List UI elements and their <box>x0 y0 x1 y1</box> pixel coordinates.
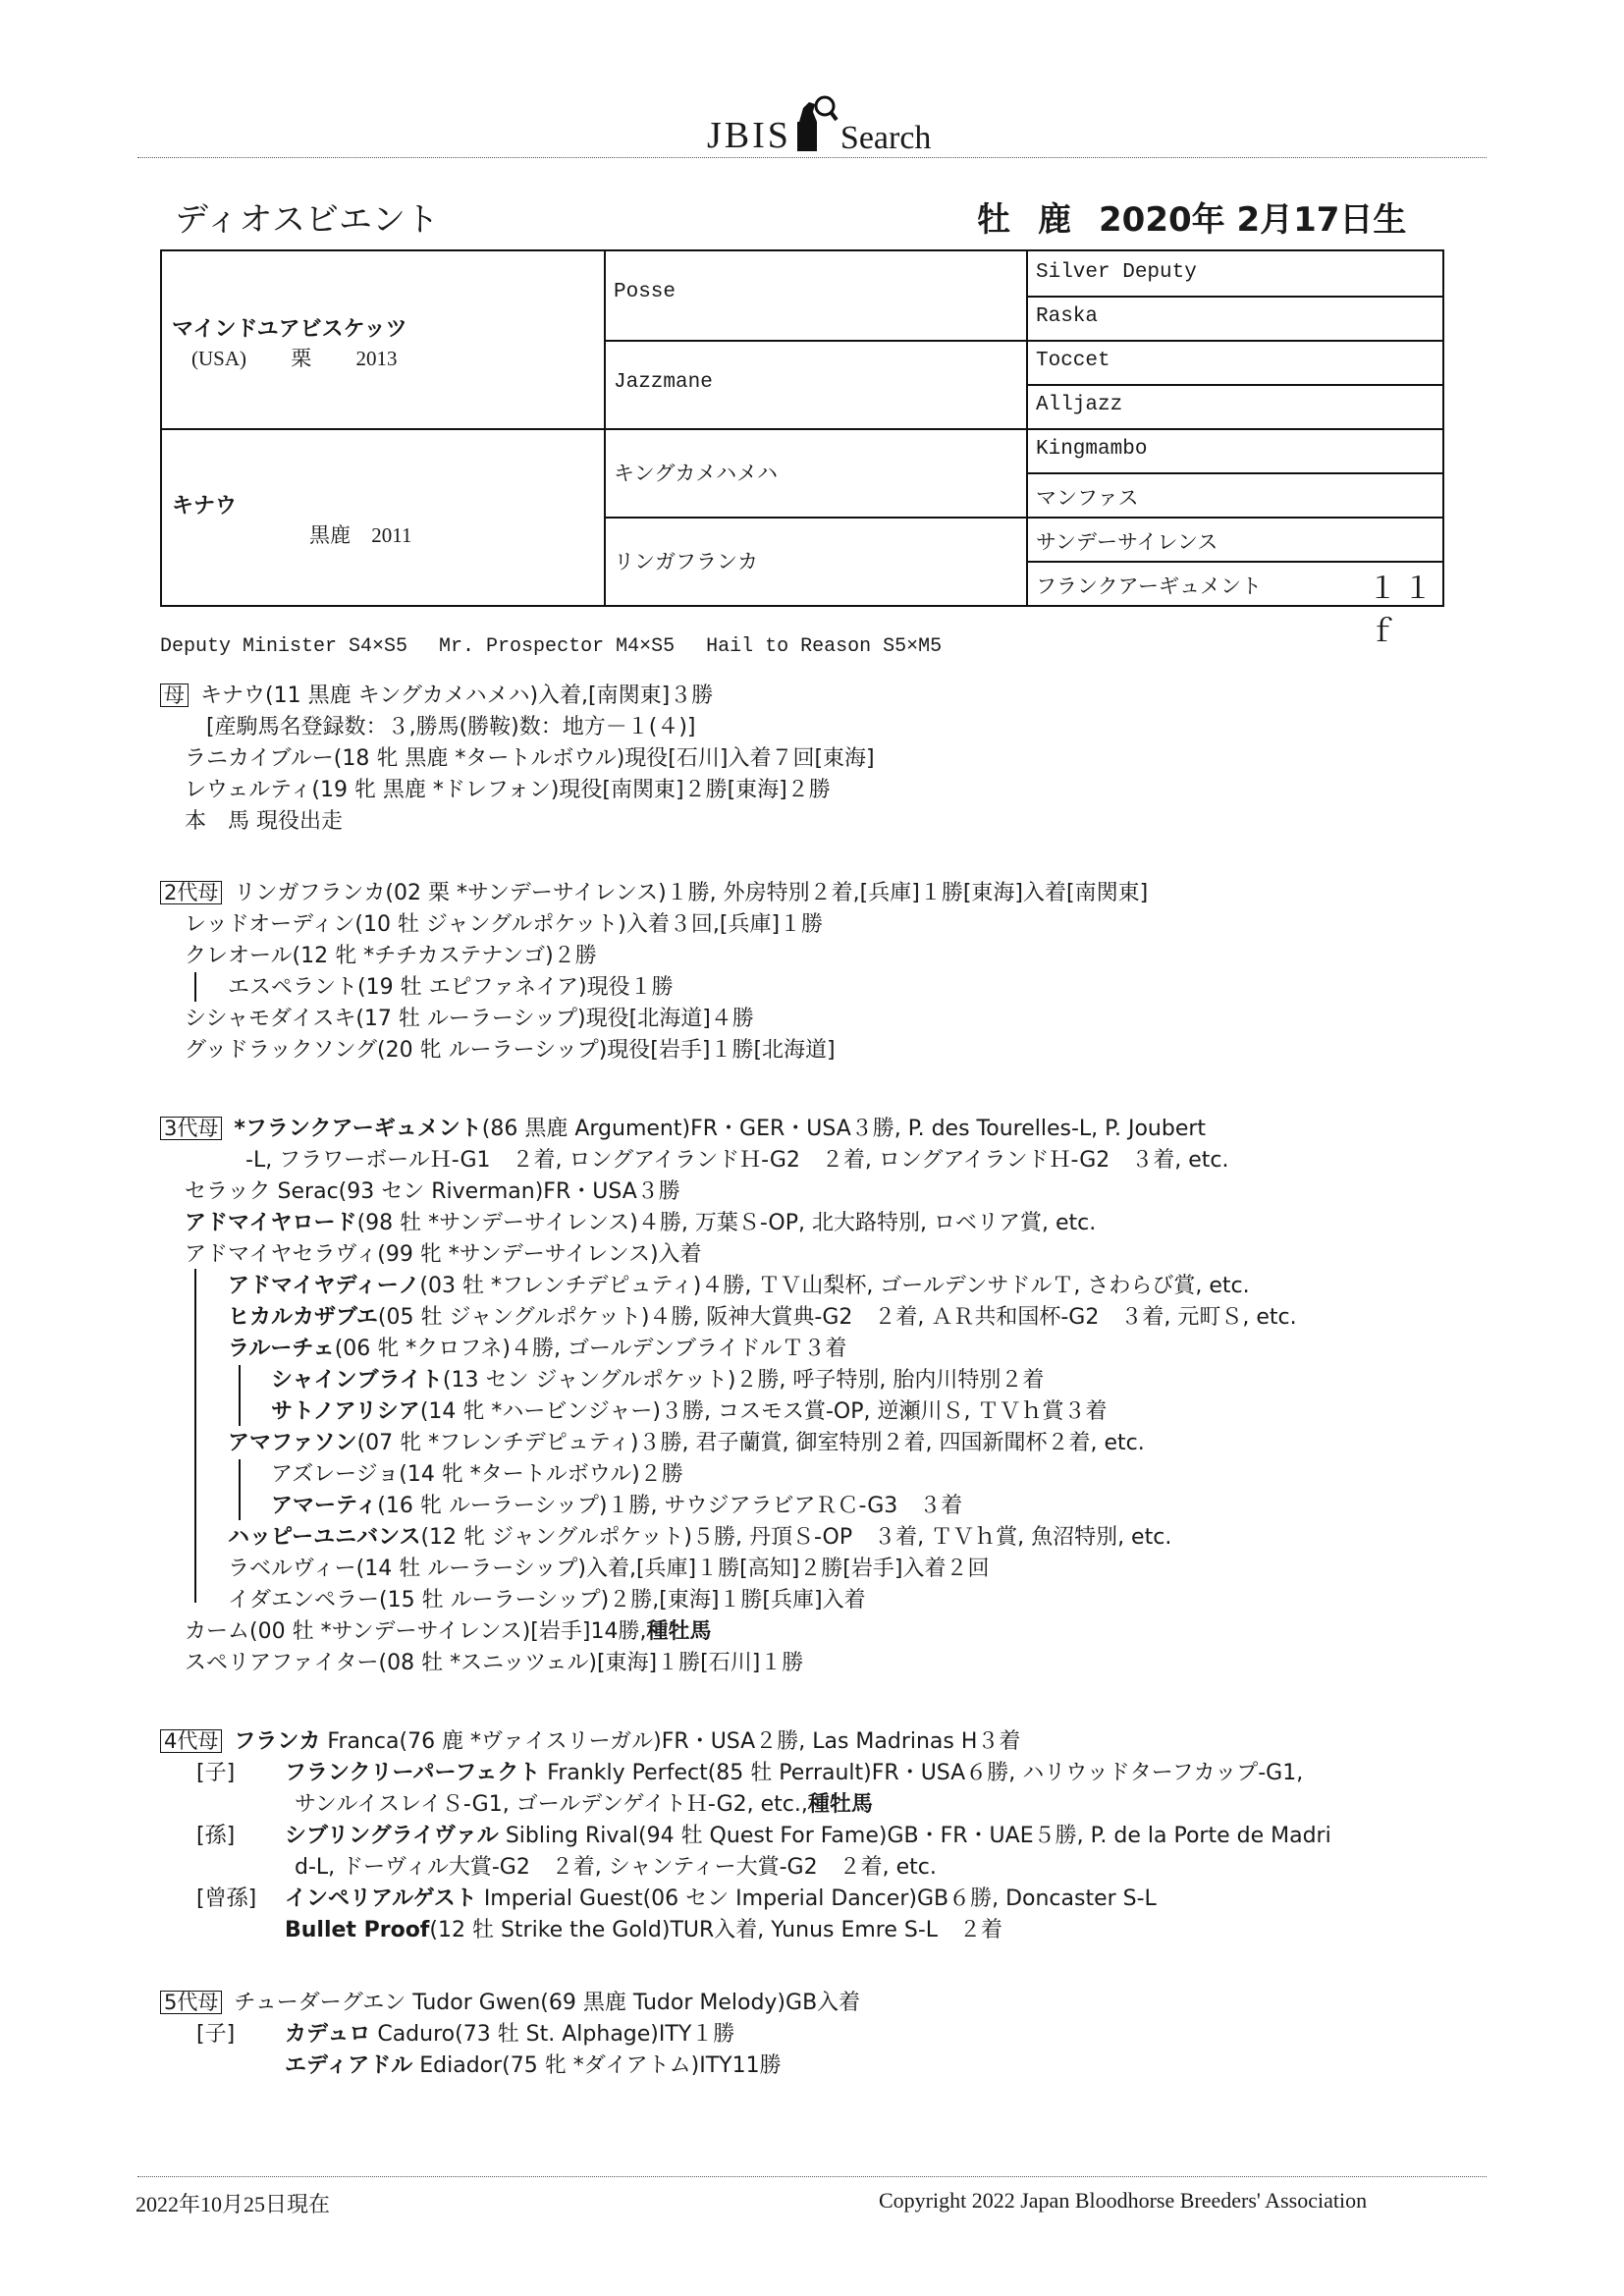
gen3-4: Alljazz <box>1036 394 1123 416</box>
list-item: アマファソン(07 牝 *フレンチデピュティ)３勝, 君子蘭賞, 御室特別２着, 四国新聞杯２着, etc. <box>228 1431 1145 1455</box>
gen3-2: Raska <box>1036 305 1099 328</box>
dam-stats: [産駒馬名登録数：３,勝馬(勝鞍)数：地方－１(４)] <box>206 715 696 739</box>
list-item: -L, フラワーボールＨ-G1 ２着, ロングアイランドＨ-G2 ２着, ロングアイランドＨ-G2 ３着, etc. <box>245 1148 1229 1173</box>
list-item: ラニカイブルー(18 牝 黒鹿 *タートルボウル)現役[石川]入着７回[東海] <box>185 746 875 771</box>
list-item: シシャモダイスキ(17 牡 ルーラーシップ)現役[北海道]４勝 <box>185 1007 754 1031</box>
section-tag-dam: 母 <box>160 683 189 707</box>
list-item: ハッピーユニバンス(12 牝 ジャングルポケット)５勝, 丹頂Ｓ-OP ３着, ＴＶｈ賞, 魚沼特別, etc. <box>228 1525 1172 1550</box>
list-item: サンルイスレイＳ-G1, ゴールデンゲイトＨ-G2, etc.,種牡馬 <box>295 1792 873 1817</box>
gen3-3: Toccet <box>1036 350 1110 372</box>
logo-text-search: Search <box>839 120 932 156</box>
gen3-6: マンファス <box>1036 489 1139 512</box>
header-rule <box>137 157 1487 158</box>
list-item: エディアドル Ediador(75 牝 *ダイアトム)ITY11勝 <box>285 2053 782 2078</box>
inbreeding-line: Deputy Minister S4×S5 Mr. Prospector M4×S5 Hail to Reason S5×M5 <box>160 635 943 658</box>
list-item: d-L, ドーヴィル大賞-G2 ２着, シャンティー大賞-G2 ２着, etc. <box>295 1855 937 1880</box>
list-item: シャインブライト(13 セン ジャングルポケット)２勝, 呼子特別, 胎内川特別２着 <box>271 1368 1045 1393</box>
sire-color: 栗 <box>291 347 312 370</box>
tree-connector <box>194 1269 196 1603</box>
tree-connector <box>194 972 196 1002</box>
sire-year: 2013 <box>355 347 398 370</box>
list-item: アドマイヤセラヴィ(99 牝 *サンデーサイレンス)入着 <box>185 1242 702 1267</box>
list-item: エスペラント(19 牡 エピファネイア)現役１勝 <box>228 975 674 1000</box>
section-tag-3rd-dam: 3代母 <box>160 1117 222 1140</box>
list-item: レッドオーディン(10 牡 ジャングルポケット)入着３回,[兵庫]１勝 <box>185 912 824 937</box>
list-item: [子] カデュロ Caduro(73 牡 St. Alphage)ITY１勝 <box>196 2022 735 2047</box>
list-item: グッドラックソング(20 牝 ルーラーシップ)現役[岩手]１勝[北海道] <box>185 1038 836 1063</box>
fifth-dam-line: 5代母 チューダーグエン Tudor Gwen(69 黒鹿 Tudor Melody)GB入着 <box>160 1990 860 2017</box>
tree-connector <box>239 1365 241 1426</box>
sire-origin: (USA) <box>191 347 246 370</box>
sire-cell <box>172 312 407 372</box>
dam-color: 黒鹿 <box>309 523 351 547</box>
dam-cell <box>172 489 411 549</box>
section-tag-4th-dam: 4代母 <box>160 1729 222 1753</box>
horse-color: 鹿 <box>1038 200 1071 240</box>
list-item: スペリアファイター(08 牡 *スニッツェル)[東海]１勝[石川]１勝 <box>185 1651 804 1675</box>
tree-connector <box>239 1459 241 1520</box>
list-item: アドマイヤロード(98 牡 *サンデーサイレンス)４勝, 万葉Ｓ-OP, 北大路特別, ロベリア賞, etc. <box>185 1211 1097 1235</box>
horse-magnifier-icon <box>793 92 839 153</box>
list-item: イダエンペラー(15 牡 ルーラーシップ)２勝,[東海]１勝[兵庫]入着 <box>228 1588 866 1613</box>
section-tag-5th-dam: 5代母 <box>160 1991 222 2014</box>
horse-sex: 牡 <box>977 200 1010 240</box>
list-item: アズレージョ(14 牝 *タートルボウル)２勝 <box>271 1462 683 1487</box>
horse-name: ディオスビエント <box>175 200 439 240</box>
dam-name: キナウ <box>172 494 238 519</box>
third-dam-line: 3代母 *フランクアーギュメント(86 黒鹿 Argument)FR・GER・USA３勝, P. des Tourelles-L, P. Joubert <box>160 1116 1206 1143</box>
list-item: サトノアリシア(14 牝 *ハービンジャー)３勝, コスモス賞-OP, 逆瀬川Ｓ, ＴＶｈ賞３着 <box>271 1399 1108 1424</box>
list-item: アマーティ(16 牝 ルーラーシップ)１勝, サウジアラビアＲＣ-G3 ３着 <box>271 1494 963 1518</box>
family-number: １１ｆ <box>1368 573 1438 648</box>
gen3-1: Silver Deputy <box>1036 261 1197 284</box>
list-item: ラベルヴィー(14 牡 ルーラーシップ)入着,[兵庫]１勝[高知]２勝[岩手]入着２回 <box>228 1557 990 1581</box>
horse-birth: 2020年 2月17日生 <box>1099 200 1407 240</box>
as-of-date: 2022年10月25日現在 <box>135 2192 331 2216</box>
list-item: 本 馬 現役出走 <box>185 809 343 834</box>
list-item: クレオール(12 牝 *チチカステナンゴ)２勝 <box>185 944 597 968</box>
fourth-dam-line: 4代母 フランカ Franca(76 鹿 *ヴァイスリーガル)FR・USA２勝, Las Madrinas H３着 <box>160 1728 1020 1756</box>
gen2-sire-dam: Jazzmane <box>614 371 713 394</box>
dam-line: 母 キナウ(11 黒鹿 キングカメハメハ)入着,[南関東]３勝 <box>160 683 713 710</box>
logo-text-jbis: JBIS <box>707 115 791 156</box>
list-item: アドマイヤディーノ(03 牡 *フレンチデピュティ)４勝, ＴＶ山梨杯, ゴールデンサドルＴ, さわらび賞, etc. <box>228 1274 1250 1298</box>
list-item: [曾孫] インペリアルゲスト Imperial Guest(06 セン Imperial Dancer)GB６勝, Doncaster S-L <box>196 1886 1157 1911</box>
list-item: Bullet Proof(12 牡 Strike the Gold)TUR入着, Yunus Emre S-L ２着 <box>285 1918 1003 1942</box>
second-dam-line: 2代母 リンガフランカ(02 栗 *サンデーサイレンス)１勝, 外房特別２着,[兵庫]１勝[東海]入着[南関東] <box>160 880 1148 907</box>
horse-info <box>977 192 1434 241</box>
list-item: セラック Serac(93 セン Riverman)FR・USA３勝 <box>185 1179 680 1204</box>
list-item: ラルーチェ(06 牝 *クロフネ)４勝, ゴールデンブライドルＴ３着 <box>228 1337 847 1361</box>
copyright: Copyright 2022 Japan Bloodhorse Breeders' Association <box>879 2188 1368 2213</box>
gen2-sire-sire: Posse <box>614 281 677 303</box>
dam-year: 2011 <box>371 523 412 547</box>
list-item: [孫] シブリングライヴァル Sibling Rival(94 牡 Quest For Fame)GB・FR・UAE５勝, P. de la Porte de Madri <box>196 1824 1331 1848</box>
list-item: ヒカルカザブエ(05 牡 ジャングルポケット)４勝, 阪神大賞典-G2 ２着, ＡＲ共和国杯-G2 ３着, 元町Ｓ, etc. <box>228 1305 1297 1330</box>
gen3-8: フランクアーギュメント <box>1036 577 1262 600</box>
sire-name: マインドユアビスケッツ <box>172 317 407 342</box>
list-item: [子] フランクリーパーフェクト Frankly Perfect(85 牡 Perrault)FR・USA６勝, ハリウッドターフカップ-G1, <box>196 1761 1304 1785</box>
section-tag-2nd-dam: 2代母 <box>160 881 222 904</box>
jbis-search-logo <box>707 102 931 157</box>
gen2-dam-dam: リンガフランカ <box>614 553 758 575</box>
gen3-7: サンデーサイレンス <box>1036 533 1218 556</box>
gen3-5: Kingmambo <box>1036 438 1148 461</box>
footer-rule <box>137 2176 1487 2177</box>
list-item: レウェルティ(19 牝 黒鹿 *ドレフォン)現役[南関東]２勝[東海]２勝 <box>185 778 831 802</box>
gen2-dam-sire: キングカメハメハ <box>614 465 778 487</box>
list-item: カーム(00 牡 *サンデーサイレンス)[岩手]14勝,種牡馬 <box>185 1619 712 1644</box>
